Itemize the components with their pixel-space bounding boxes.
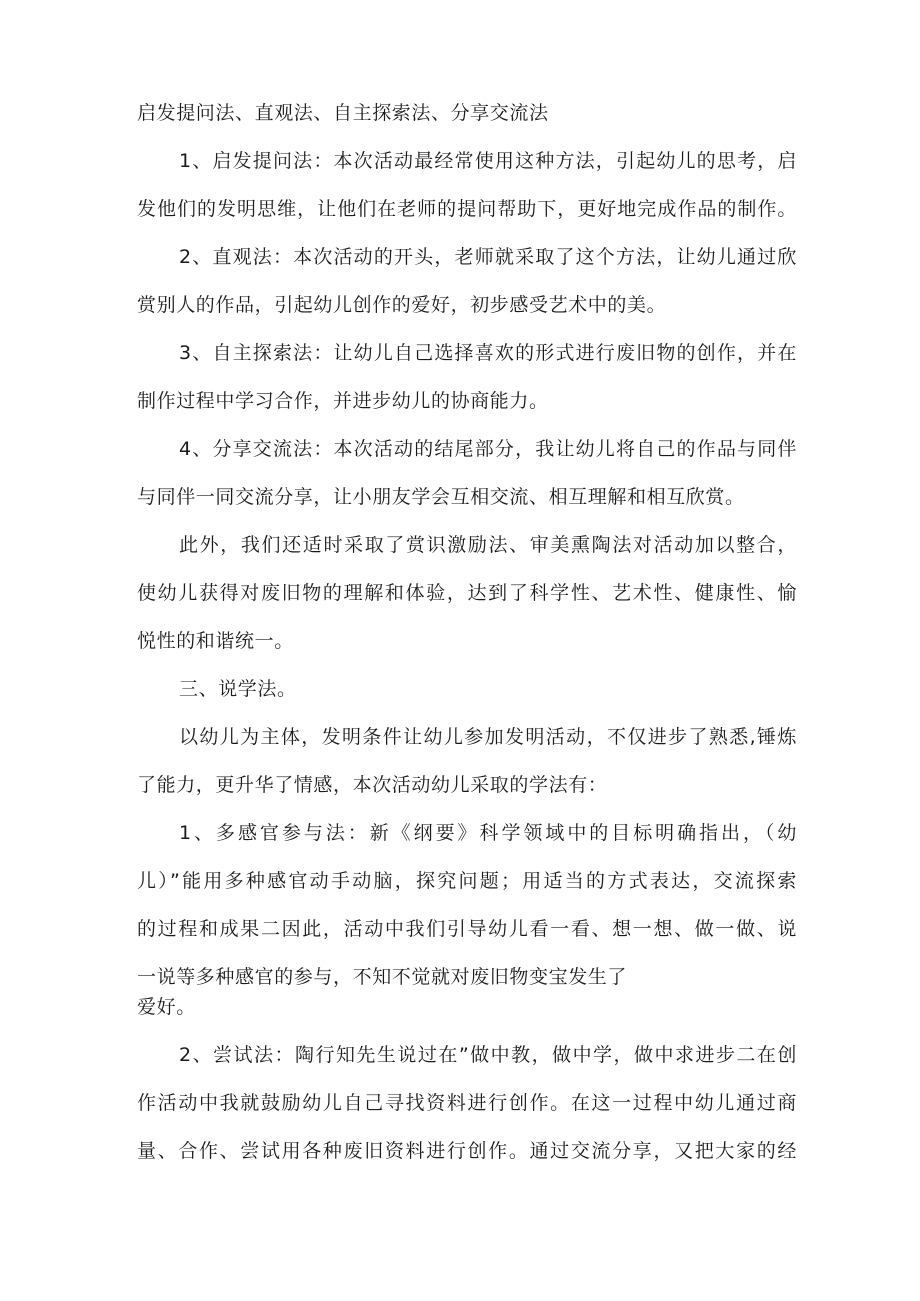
text-line-15: 了能力，更升华了情感，本次活动幼儿采取的学法有： xyxy=(137,774,608,796)
text-line-20: 爱好。 xyxy=(137,996,196,1018)
text-line-1: 启发提问法、直观法、自主探索法、分享交流法 xyxy=(137,102,549,124)
text-line-18: 的过程和成果二因此，活动中我们引导幼儿看一看、想一想、做一做、说 xyxy=(137,918,797,940)
text-line-17: 儿）”能用多种感官动手动脑，探究问题；用适当的方式表达，交流探索 xyxy=(137,870,797,892)
text-line-3: 发他们的发明思维，让他们在老师的提问帮助下，更好地完成作品的制作。 xyxy=(137,198,797,220)
text-line-14: 以幼儿为主体，发明条件让幼儿参加发明活动，不仅进步了熟悉,锤炼 xyxy=(179,726,797,748)
text-line-23: 量、合作、尝试用各种废旧资料进行创作。通过交流分享，又把大家的经 xyxy=(137,1140,797,1162)
text-line-6: 3、自主探索法：让幼儿自己选择喜欢的形式进行废旧物的创作，并在 xyxy=(179,342,797,364)
text-line-5: 赏别人的作品，引起幼儿创作的爱好，初步感受艺术中的美。 xyxy=(137,294,667,316)
text-line-8: 4、分享交流法：本次活动的结尾部分，我让幼儿将自己的作品与同伴 xyxy=(179,438,797,460)
text-line-16: 1、多感官参与法：新《纲要》科学领域中的目标明确指出，（幼 xyxy=(179,822,797,844)
text-line-4: 2、直观法：本次活动的开头，老师就采取了这个方法，让幼儿通过欣 xyxy=(179,246,797,268)
text-line-11: 使幼儿获得对废旧物的理解和体验，达到了科学性、艺术性、健康性、愉 xyxy=(137,582,797,604)
text-line-10: 此外，我们还适时采取了赏识激励法、审美熏陶法对活动加以整合， xyxy=(179,534,797,556)
text-line-9: 与同伴一同交流分享，让小朋友学会互相交流、相互理解和相互欣赏。 xyxy=(137,486,745,508)
section-heading: 三、说学法。 xyxy=(179,678,297,700)
text-line-2: 1、启发提问法：本次活动最经常使用这种方法，引起幼儿的思考，启 xyxy=(179,150,797,172)
text-line-12: 悦性的和谐统一。 xyxy=(137,630,294,652)
text-line-19: 一说等多种感官的参与，不知不觉就对废旧物变宝发生了 xyxy=(137,966,628,988)
text-line-7: 制作过程中学习合作，并进步幼儿的协商能力。 xyxy=(137,390,549,412)
text-line-22: 作活动中我就鼓励幼儿自己寻找资料进行创作。在这一过程中幼儿通过商 xyxy=(137,1092,797,1114)
text-line-21: 2、尝试法：陶行知先生说过在”做中教，做中学，做中求进步二在创 xyxy=(179,1044,797,1066)
